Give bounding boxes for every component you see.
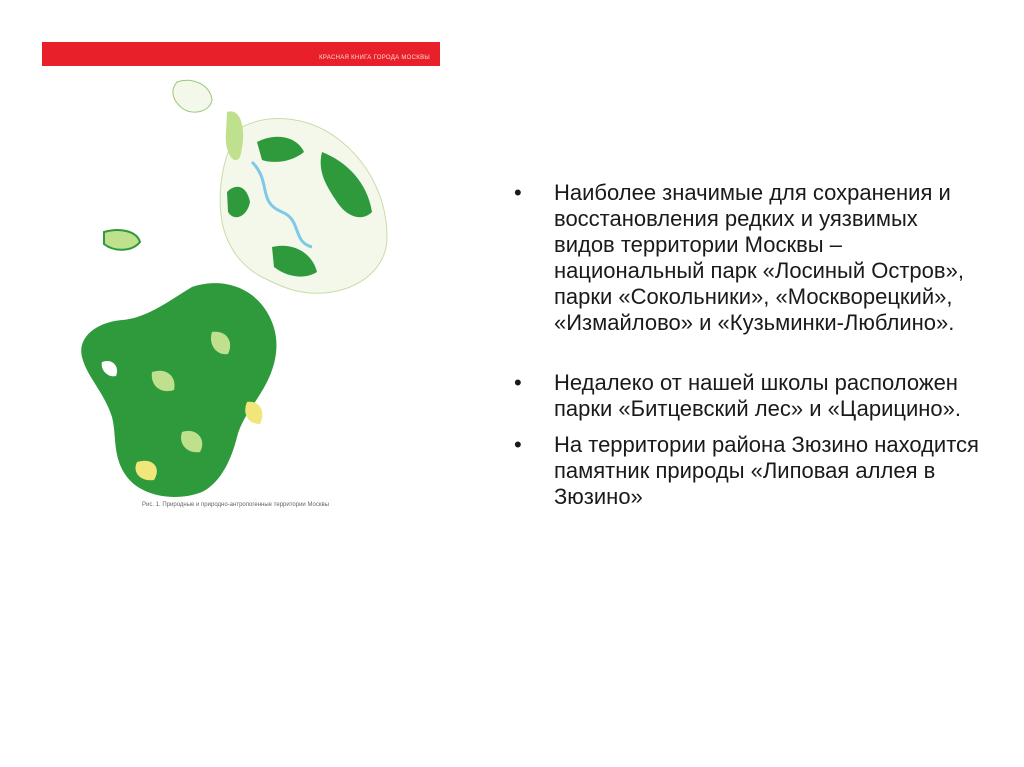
text-block bbox=[510, 180, 980, 510]
map-caption: Рис. 1. Природные и природно-антропогенные территории Москвы bbox=[142, 502, 329, 508]
bullet-text: Наиболее значимые для сохранения и восстановления редких и уязвимых видов территории Москвы – национальный парк «Лосиный Остров», парки «Сокольники», «Москворецкий», «Измайлово» и «Кузьминки-Люблино». bbox=[554, 180, 964, 335]
red-banner bbox=[42, 42, 440, 66]
bullet-text: Недалеко от нашей школы расположен парки «Битцевский лес» и «Царицино». bbox=[554, 370, 961, 421]
map-new-moscow-territory bbox=[81, 283, 276, 497]
bullet-dot-icon: • bbox=[514, 432, 522, 457]
bullet-item bbox=[510, 370, 980, 422]
map-figure bbox=[42, 42, 442, 522]
bullet-dot-icon: • bbox=[514, 370, 522, 395]
bullet-item bbox=[510, 432, 980, 510]
bullet-text: На территории района Зюзино находится памятник природы «Липовая аллея в Зюзино» bbox=[554, 432, 979, 509]
map-northwest-patch bbox=[173, 80, 212, 112]
moscow-green-areas-map bbox=[42, 72, 422, 512]
banner-title: КРАСНАЯ КНИГА ГОРОДА МОСКВЫ bbox=[319, 55, 430, 61]
map-southwest-yellow-1 bbox=[245, 402, 262, 424]
bullet-dot-icon: • bbox=[514, 180, 522, 205]
map-west-patch bbox=[104, 230, 140, 250]
bullet-list bbox=[510, 180, 980, 510]
bullet-item bbox=[510, 180, 980, 336]
